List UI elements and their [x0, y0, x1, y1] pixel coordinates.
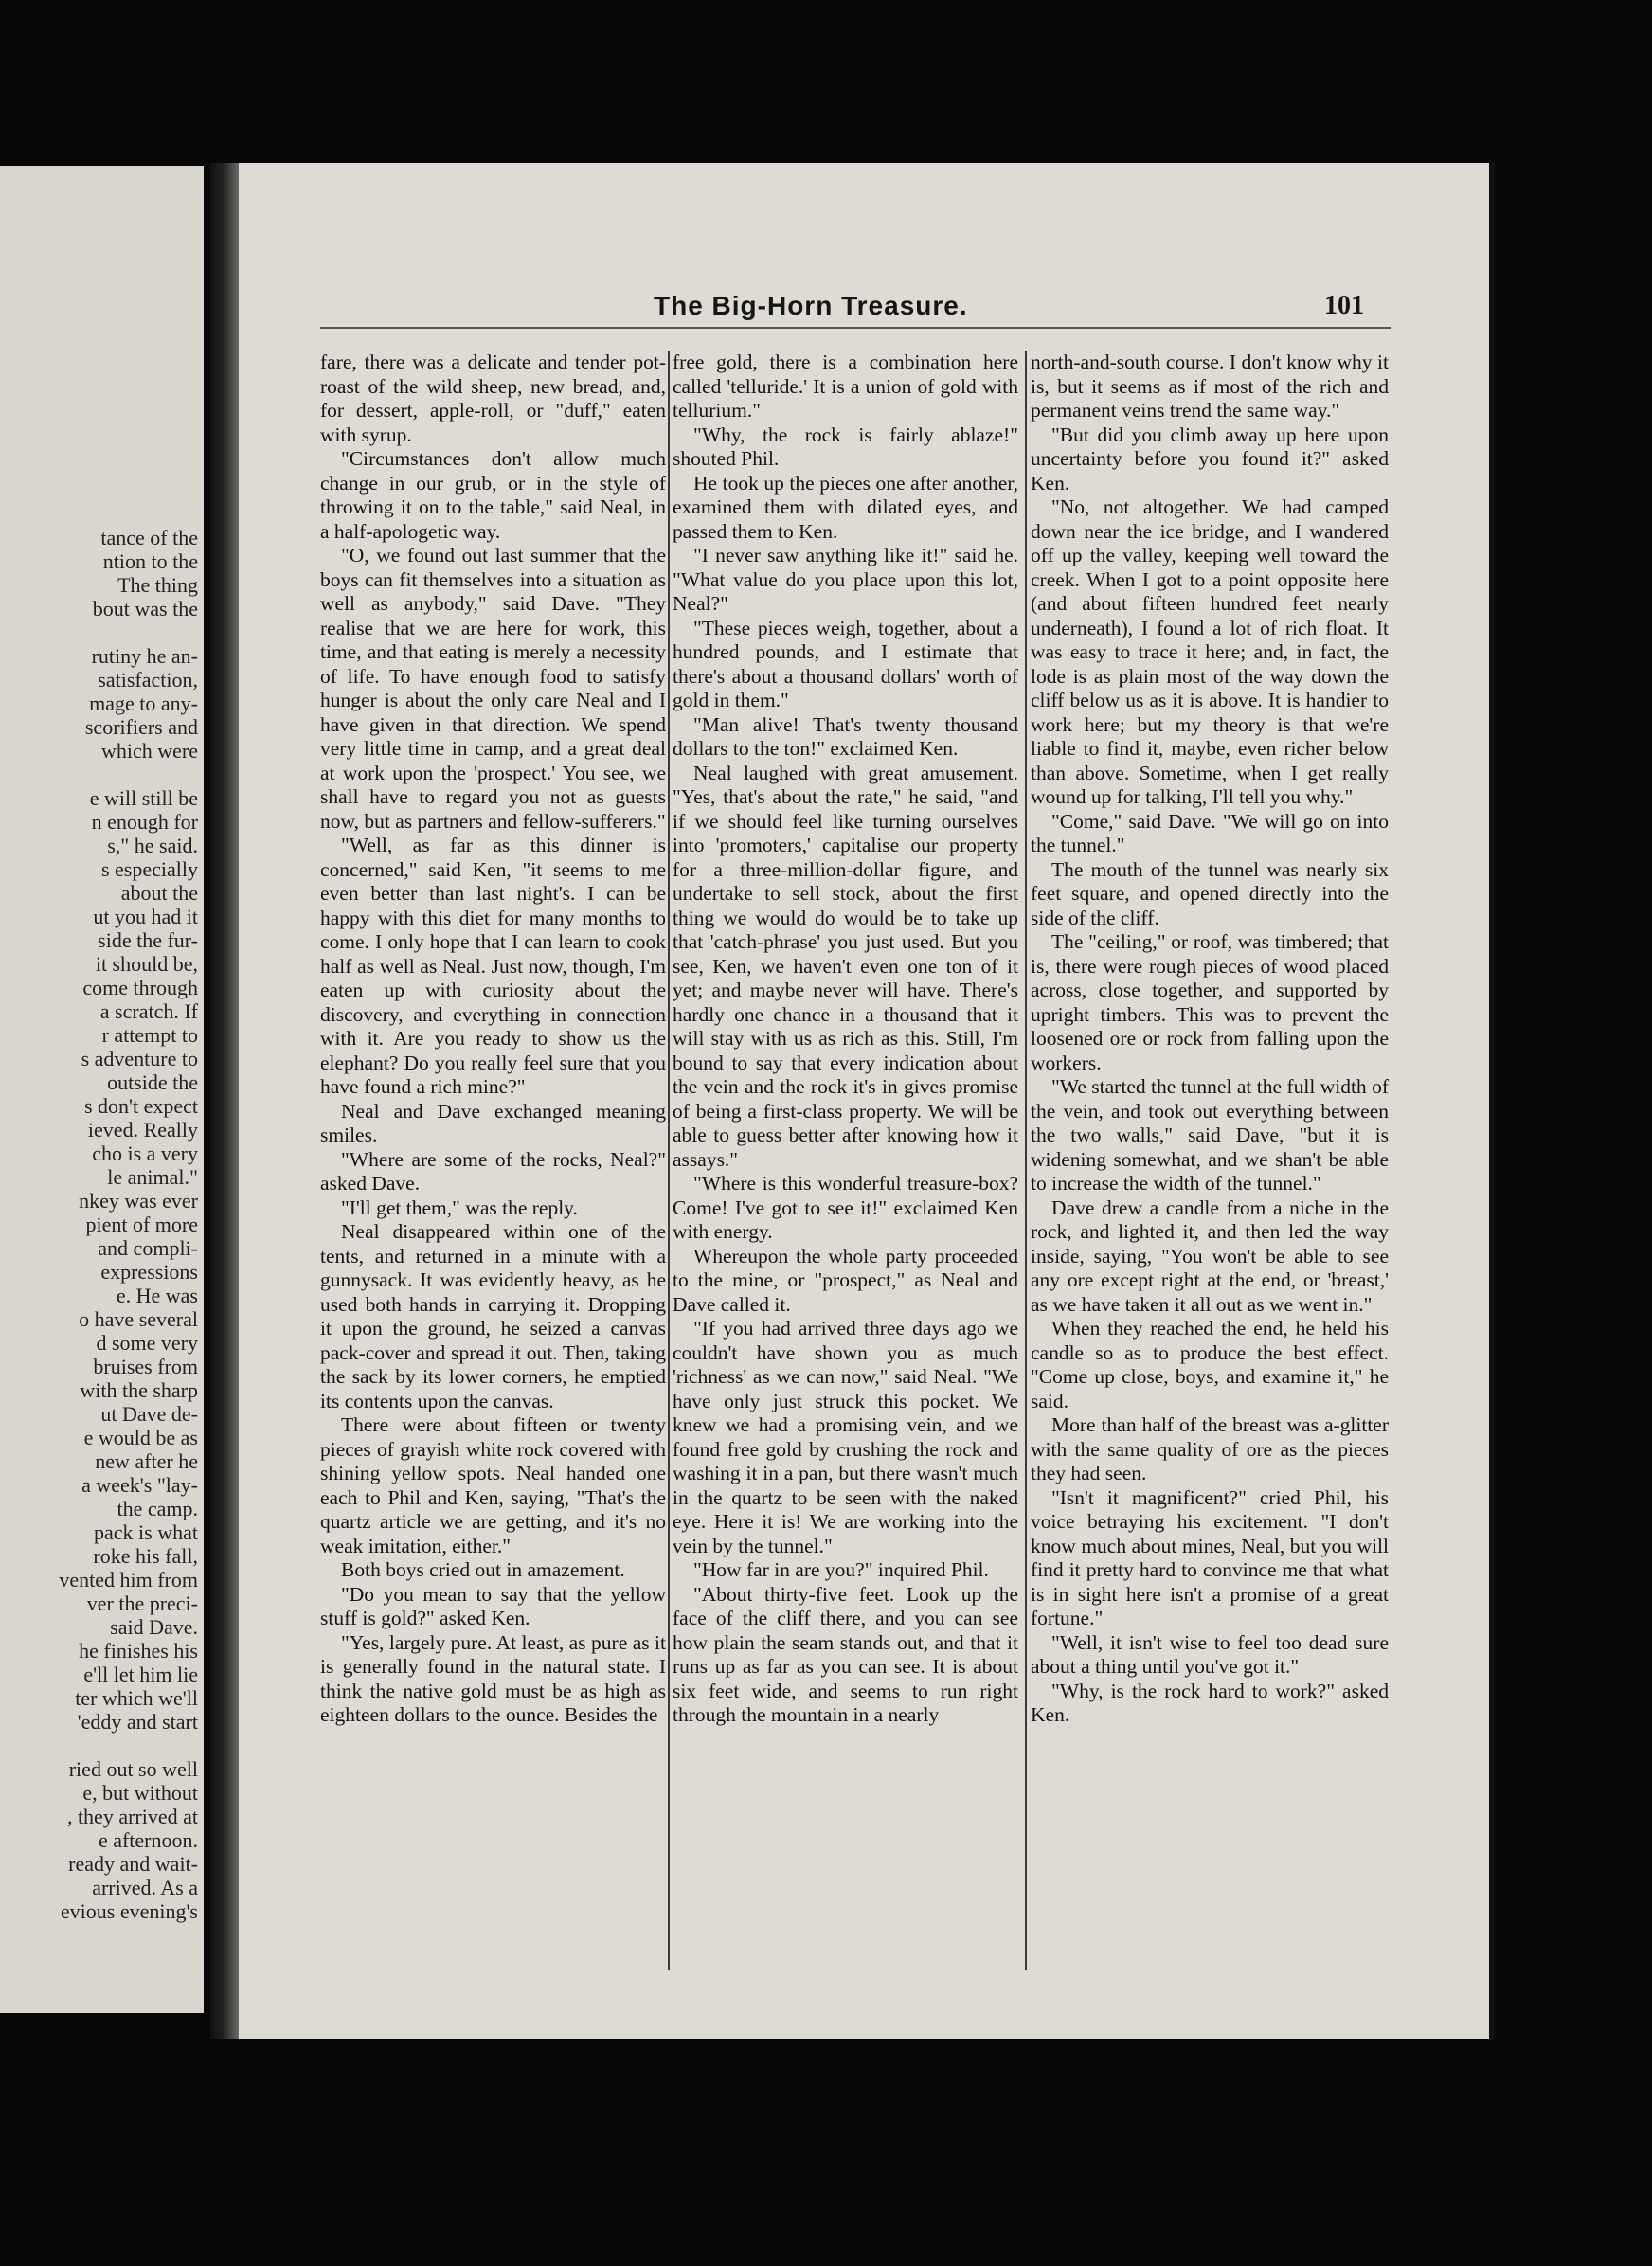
- paragraph: "Where are some of the rocks, Neal?" asked Dave.: [320, 1147, 666, 1195]
- fragment-line: a week's "lay-: [81, 1473, 198, 1497]
- paragraph: "How far in are you?" inquired Phil.: [693, 1558, 989, 1581]
- facing-page-fragment: [0, 166, 204, 2013]
- fragment-line: arrived. As a: [92, 1876, 198, 1899]
- paragraph: "No, not altogether. We had camped down near the ice bridge, and I wandered off up the valley, keeping well toward the creek. When I got to a point opposite here (and about fifteen hundred feet nearly underneath), I found a lot of rich float. It was easy to trace it here; and, in fact, the lode is as plain most of the way down the cliff below us as it is above. It is handier to work here; but my theory is that we're liable to find it, maybe, even richer below than above. Sometime, when I get really wound up for talking, I'll tell you why.": [1031, 495, 1389, 808]
- fragment-line: s adventure to: [81, 1047, 198, 1070]
- fragment-line: rutiny he an-: [91, 644, 198, 668]
- paragraph: He took up the pieces one after another, examined them with dilated eyes, and passed them to Ken.: [673, 471, 1018, 543]
- paragraph: The mouth of the tunnel was nearly six feet square, and opened directly into the side of the cliff.: [1031, 857, 1389, 929]
- fragment-line: he finishes his: [79, 1639, 198, 1663]
- fragment-line: [18, 1734, 198, 1757]
- fragment-line: the camp.: [117, 1497, 198, 1520]
- fragment-line: vented him from: [59, 1568, 198, 1592]
- fragment-line: d some very: [96, 1331, 198, 1355]
- fragment-line: e will still be: [89, 786, 198, 810]
- paragraph: north-and-south course. I don't know why it is, but it seems as if most of the rich and permanent veins trend the same way.": [1031, 351, 1389, 422]
- paragraph: Both boys cried out in amazement.: [341, 1558, 625, 1581]
- paragraph: Dave drew a candle from a niche in the rock, and lighted it, and then led the way inside, saying, "You won't be able to see any ore except right at the end, or 'breast,' as we have taken it all out as we went in.": [1031, 1196, 1389, 1316]
- fragment-line: and compli-: [98, 1236, 198, 1260]
- fragment-line: with the sharp: [80, 1378, 198, 1402]
- text-column-1: [320, 351, 666, 1980]
- column-divider-1: [668, 351, 670, 1970]
- paragraph: More than half of the breast was a-glitter with the same quality of ore as the pieces they had seen.: [1031, 1413, 1389, 1484]
- fragment-line: ried out so well: [68, 1757, 198, 1781]
- paragraph: "Well, as far as this dinner is concerned," said Ken, "it seems to me even better than last night's. I can be happy with this diet for many months to come. I only hope that I can learn to cook half as well as Neal. Just now, though, I'm eaten up with curiosity about the discovery, and everything in connection with it. Are you ready to show us the elephant? Do you really feel sure that you have found a rich mine?": [320, 834, 666, 1098]
- fragment-line: it should be,: [95, 952, 198, 976]
- text-column-2: [673, 351, 1018, 1980]
- fragment-line: a scratch. If: [99, 999, 198, 1023]
- fragment-line: pack is what: [94, 1520, 198, 1544]
- paragraph: "I never saw anything like it!" said he. "What value do you place upon this lot, Neal?": [673, 544, 1018, 615]
- fragment-line: ieved. Really: [87, 1118, 198, 1142]
- paragraph: "Do you mean to say that the yellow stuff is gold?" asked Ken.: [320, 1582, 666, 1629]
- fragment-line: s don't expect: [83, 1094, 198, 1118]
- fragment-line: pient of more: [85, 1213, 198, 1236]
- paragraph: free gold, there is a combination here called 'telluride.' It is a union of gold with tellurium.": [673, 351, 1018, 422]
- fragment-line: [18, 763, 198, 786]
- paragraph: "Why, is the rock hard to work?" asked Ken.: [1031, 1679, 1389, 1726]
- facing-page-text: [18, 526, 198, 1923]
- page-number: 101: [1324, 291, 1364, 320]
- fragment-line: outside the: [107, 1070, 198, 1094]
- paragraph: There were about fifteen or twenty pieces of grayish white rock covered with shining yellow spots. Neal handed one each to Phil and Ken, saying, "That's the quartz article we are getting, and it's no weak imitation, either.": [320, 1413, 666, 1557]
- fragment-line: e afternoon.: [98, 1828, 198, 1852]
- fragment-line: cho is a very: [92, 1142, 198, 1165]
- fragment-line: , they arrived at: [66, 1805, 198, 1828]
- paragraph: When they reached the end, he held his candle so as to produce the best effect. "Come up close, boys, and examine it," he said.: [1031, 1317, 1389, 1412]
- fragment-line: about the: [120, 881, 198, 905]
- header-rule: [320, 327, 1391, 329]
- fragment-line: mage to any-: [89, 692, 198, 715]
- fragment-line: s especially: [100, 857, 198, 881]
- paragraph: "These pieces weigh, together, about a hundred pounds, and I estimate that there's about a thousand dollars' worth of gold in them.": [673, 616, 1018, 711]
- paragraph: "Circumstances don't allow much change in our grub, or in the style of throwing it on to the table," said Neal, in a half-apologetic way.: [320, 447, 666, 543]
- fragment-line: bout was the: [92, 597, 198, 620]
- fragment-line: satisfaction,: [98, 668, 198, 692]
- fragment-line: e would be as: [83, 1426, 198, 1449]
- fragment-line: ter which we'll: [75, 1686, 198, 1710]
- fragment-line: tance of the: [100, 526, 198, 549]
- paragraph: Whereupon the whole party proceeded to the mine, or "prospect," as Neal and Dave called it.: [673, 1244, 1018, 1316]
- paragraph: "About thirty-five feet. Look up the face of the cliff there, and you can see how plain the seam stands out, and that it runs up as far as you can see. It is about six feet wide, and seems to run right through the mountain in a nearly: [673, 1582, 1018, 1726]
- paragraph: "O, we found out last summer that the boys can fit themselves into a situation as well as anybody," said Dave. "They realise that we are here for work, this time, and that eating is merely a necessity of life. To have enough food to satisfy hunger is about the only care Neal and I have given in that direction. We spend very little time in camp, and a great deal at work upon the 'prospect.' You see, we shall have to regard you not as guests now, but as partners and fellow-sufferers.": [320, 544, 666, 833]
- paragraph: "Yes, largely pure. At least, as pure as it is generally found in the natural state. I think the native gold must be as high as eighteen dollars to the ounce. Besides the: [320, 1630, 666, 1726]
- fragment-line: ut you had it: [93, 905, 198, 928]
- paragraph: Neal laughed with great amusement. "Yes, that's about the rate," he said, "and if we should feel like turning ourselves into 'promoters,' capitalise our property for a three-million-dollar figure, and undertake to sell stock, about the first thing we would do would be to take up that 'catch-phrase' you just used. But you see, Ken, we haven't even one ton of it yet; and maybe never will have. There's hardly one chance in a thousand that it will stay with us as rich as this. Still, I'm bound to say that every indication about the vein and the rock it's in gives promise of being a first-class property. We will be able to guess better after knowing how it assays.": [673, 761, 1018, 1171]
- fragment-line: side the fur-: [98, 928, 198, 952]
- fragment-line: ready and wait-: [68, 1852, 198, 1876]
- fragment-line: ut Dave de-: [100, 1402, 198, 1426]
- paragraph: The "ceiling," or roof, was timbered; that is, there were rough pieces of wood placed across, close together, and supported by upright timbers. This was to prevent the loosened ore or rock from falling upon the workers.: [1031, 930, 1389, 1074]
- fragment-line: e. He was: [116, 1284, 198, 1307]
- fragment-line: come through: [82, 976, 198, 999]
- fragment-line: n enough for: [91, 810, 198, 834]
- fragment-line: [18, 620, 198, 644]
- paragraph: "We started the tunnel at the full width of the vein, and took out everything between the two walls," said Dave, "but it is widening somewhat, and we shan't be able to increase the width of the tunnel.": [1031, 1075, 1389, 1195]
- column-divider-2: [1025, 351, 1027, 1970]
- paragraph: "Isn't it magnificent?" cried Phil, his voice betraying his excitement. "I don't know much about mines, Neal, but you will find it pretty hard to convince me that what is in sight here isn't a promise of a great fortune.": [1031, 1485, 1389, 1629]
- paragraph: Neal and Dave exchanged meaning smiles.: [320, 1099, 666, 1146]
- fragment-line: new after he: [95, 1449, 198, 1473]
- paragraph: Neal disappeared within one of the tents, and returned in a minute with a gunnysack. It was evidently heavy, as he used both hands in carrying it. Dropping it upon the ground, he seized a canvas pack-cover and spread it out. Then, taking the sack by its lower corners, he emptied its contents upon the canvas.: [320, 1220, 666, 1412]
- fragment-line: o have several: [79, 1307, 198, 1331]
- fragment-line: said Dave.: [110, 1615, 198, 1639]
- fragment-line: le animal.": [107, 1165, 198, 1189]
- fragment-line: The thing: [117, 573, 198, 597]
- fragment-line: ntion to the: [102, 549, 198, 573]
- fragment-line: ver the preci-: [86, 1592, 198, 1615]
- paragraph: "Where is this wonderful treasure-box? Come! I've got to see it!" exclaimed Ken with energy.: [673, 1172, 1018, 1243]
- paragraph: "But did you climb away up here upon uncertainty before you found it?" asked Ken.: [1031, 423, 1389, 495]
- fragment-line: which were: [100, 739, 198, 763]
- fragment-line: evious evening's: [60, 1899, 198, 1923]
- fragment-line: roke his fall,: [93, 1544, 198, 1568]
- paragraph: fare, there was a delicate and tender pot-roast of the wild sheep, new bread, and, for dessert, apple-roll, or "duff," eaten with syrup.: [320, 351, 666, 446]
- paragraph: "Why, the rock is fairly ablaze!" shouted Phil.: [673, 423, 1018, 470]
- text-column-3: [1031, 351, 1389, 1980]
- paragraph: "I'll get them," was the reply.: [341, 1196, 578, 1219]
- fragment-line: e, but without: [82, 1781, 198, 1805]
- fragment-line: expressions: [100, 1260, 198, 1284]
- paragraph: "Man alive! That's twenty thousand dollars to the ton!" exclaimed Ken.: [673, 712, 1018, 760]
- running-title: The Big-Horn Treasure.: [654, 291, 968, 320]
- fragment-line: e'll let him lie: [83, 1663, 198, 1686]
- fragment-line: bruises from: [93, 1355, 198, 1378]
- fragment-line: s," he said.: [107, 834, 198, 857]
- paragraph: "Come," said Dave. "We will go on into the tunnel.": [1031, 809, 1389, 856]
- fragment-line: r attempt to: [101, 1023, 198, 1047]
- fragment-line: 'eddy and start: [77, 1710, 198, 1734]
- paragraph: "If you had arrived three days ago we couldn't have shown you as much 'richness' as we can now," said Neal. "We have only just struck this pocket. We knew we had a promising vein, and we found free gold by crushing the rock and washing it in a pan, but there wasn't much in the quartz to be seen with the naked eye. Here it is! We are working into the vein by the tunnel.": [673, 1317, 1018, 1557]
- fragment-line: nkey was ever: [79, 1189, 198, 1213]
- fragment-line: scorifiers and: [84, 715, 198, 739]
- page-gutter-shadow: [210, 163, 239, 2039]
- paragraph: "Well, it isn't wise to feel too dead sure about a thing until you've got it.": [1031, 1630, 1389, 1678]
